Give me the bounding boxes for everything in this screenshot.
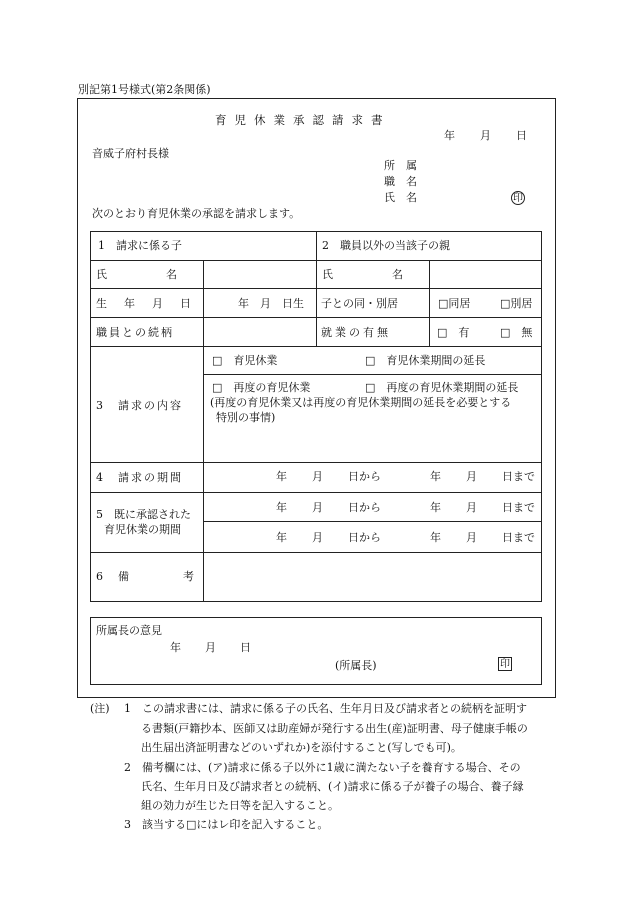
opinion-year: 年 [170,641,181,654]
applicant-post-label: 職 名 [384,175,417,188]
col-child-header: 1 請求に係る子 [98,239,182,252]
notes-prefix: (注) [90,702,110,715]
form-title: 育児休業承認請求書 [215,113,391,127]
special-reason-note-2: 特別の事情) [216,411,276,424]
previous-period-label-2: 育児休業の期間 [104,523,181,536]
applicant-seal: 印 [513,193,523,204]
date-month: 月 [480,129,491,142]
period-month-end: 月 [466,470,477,483]
prev-month-end: 月 [466,501,477,514]
relation-field[interactable] [204,318,315,345]
remarks-field[interactable] [204,553,541,601]
date-year: 年 [444,129,455,142]
child-name-field[interactable] [204,261,315,287]
cohabit-checkbox[interactable]: □同居 [438,297,471,310]
special-reason-note: (再度の育児休業又は再度の育児休業期間の延長を必要とする [210,396,512,409]
row-parent-name-label: 氏 名 [322,268,406,281]
col-other-parent-header: 2 職員以外の当該子の親 [322,239,450,252]
period-year-end: 年 [430,470,441,483]
row-cohabit-label: 子との同・別居 [321,297,398,310]
addressee: 音威子府村長様 [92,147,169,160]
parent-name-field[interactable] [430,261,541,287]
intro-text: 次のとおり育児休業の承認を請求します。 [92,207,301,220]
opinion-day: 日 [240,641,251,654]
prev2-year-end: 年 [430,531,441,544]
row-child-name-label: 氏 名 [96,268,180,281]
repeat-extension-checkbox[interactable]: □ 再度の育児休業期間の延長 [365,381,519,394]
applicant-name-label: 氏 名 [384,191,417,204]
leave-extension-checkbox[interactable]: □ 育児休業期間の延長 [365,354,486,367]
form-reference: 別記第1号様式(第2条関係) [78,83,211,96]
period-from: 日から [348,470,381,483]
employed-no-checkbox[interactable]: □ 無 [500,326,533,339]
row-relation-label: 職員との続柄 [96,326,174,339]
remarks-label: 6 備 考 [96,570,196,583]
note-1-line-3: 出生届出済証明書などのいずれか)を添付すること(写しでも可)。 [141,741,462,754]
prev-month: 月 [312,501,323,514]
prev2-year: 年 [276,531,287,544]
prev-year-end: 年 [430,501,441,514]
chief-seal: 印 [500,659,510,670]
birth-date-value[interactable]: 年 月 日生 [238,297,304,310]
date-day: 日 [516,129,527,142]
chief-label: (所属長) [335,659,377,672]
period-to: 日まで [502,470,535,483]
note-1-line-2: る書類(戸籍抄本、医師又は助産婦が発行する出生(産)証明書、母子健康手帳の [141,722,528,735]
prev-to: 日まで [502,501,535,514]
applicant-dept-label: 所 属 [384,159,417,172]
opinion-month: 月 [205,641,216,654]
prev-year: 年 [276,501,287,514]
note-2-line-2: 氏名、生年月日及び請求者との続柄、(イ)請求に係る子が養子の場合、養子縁 [141,780,524,793]
note-3-line-1: 3 該当する□にはレ印を記入すること。 [124,818,329,831]
chief-opinion-label: 所属長の意見 [96,624,162,637]
prev2-to: 日まで [502,531,535,544]
row-employment-label: 就業の有無 [321,326,391,339]
separate-checkbox[interactable]: □別居 [500,297,533,310]
prev2-from: 日から [348,531,381,544]
request-period-label: 4 請求の期間 [96,471,183,484]
previous-period-label: 5 既に承認された [96,508,191,521]
note-2-line-1: 2 備考欄には、(ア)請求に係る子以外に1歳に満たない子を養育する場合、その [124,761,521,774]
prev2-month-end: 月 [466,531,477,544]
prev-from: 日から [348,501,381,514]
note-1-line-1: 1 この請求書には、請求に係る子の氏名、生年月日及び請求者との続柄を証明す [124,702,527,715]
employed-yes-checkbox[interactable]: □ 有 [437,326,470,339]
row-birth-label: 生 年 月 日 [96,297,194,310]
period-year: 年 [276,470,287,483]
period-month: 月 [312,470,323,483]
note-2-line-3: 組の効力が生じた日等を記入すること。 [141,799,339,812]
repeat-leave-checkbox[interactable]: □ 再度の育児休業 [212,381,311,394]
childcare-leave-checkbox[interactable]: □ 育児休業 [212,354,278,367]
prev2-month: 月 [312,531,323,544]
request-content-label: 3 請求の内容 [96,399,183,412]
